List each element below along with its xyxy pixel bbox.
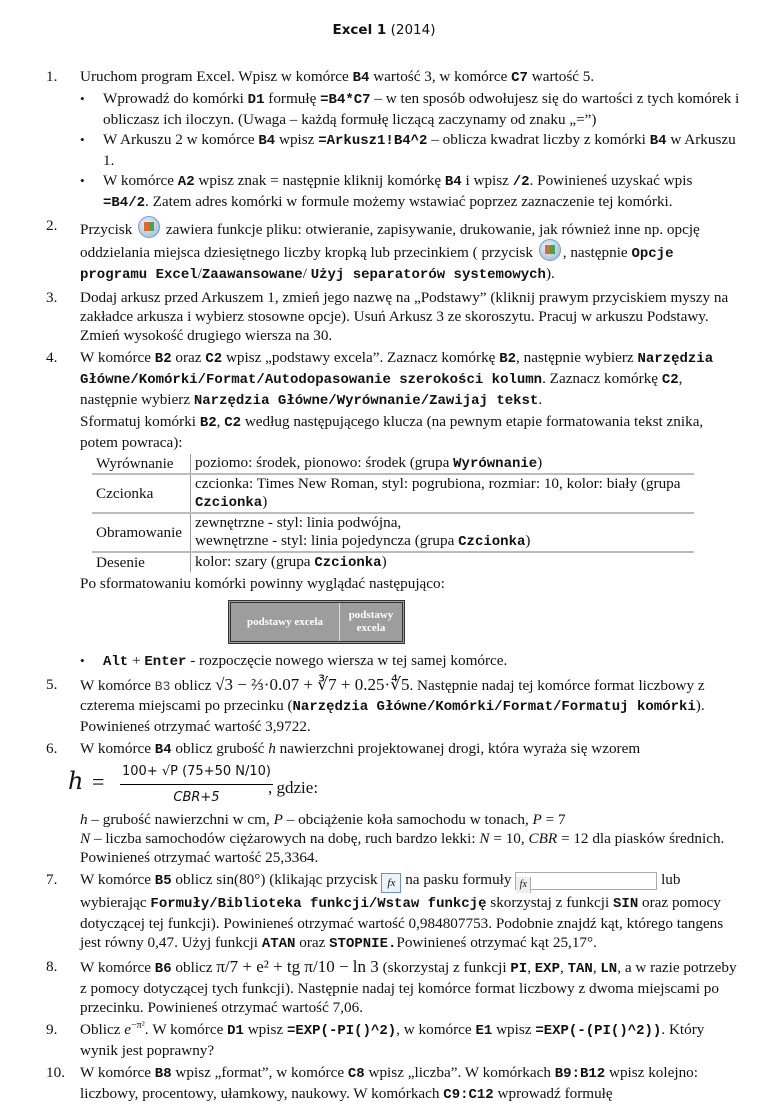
text-segment: oblicz sin(80°) (klikając przycisk	[171, 871, 382, 888]
item-number: 3.	[46, 289, 58, 306]
math-variable: P	[273, 811, 283, 828]
bullet: •	[80, 91, 85, 106]
table-row	[92, 474, 694, 513]
text-segment: . Zaznacz komórkę	[542, 370, 662, 387]
bullet-item	[0, 651, 740, 672]
format-key-table	[92, 454, 694, 572]
text-segment: Sformatuj komórki	[80, 413, 200, 430]
code-segment: B4	[352, 70, 370, 86]
insert-function-icon: fx	[381, 873, 401, 893]
code-segment: B9:B12	[554, 1066, 606, 1082]
formula-fraction	[120, 762, 273, 807]
text-segment: – w ten sposób odwołujesz się do wartości z tych komórek i obliczasz ich iloczyn. (Uwaga – każdą formułę liczącą zaczynamy od znaku „=”)	[103, 90, 740, 128]
text-segment: wpisz „podstawy excela”. Zaznacz komórkę	[222, 349, 500, 366]
code-segment: =B4*C7	[320, 92, 371, 108]
text-segment: )	[381, 553, 387, 570]
text-segment: wpisz „format”, w komórce	[171, 1064, 348, 1081]
text-segment: – oblicza kwadrat liczby z komórki	[427, 131, 650, 148]
text-segment: na pasku formuły	[401, 871, 516, 888]
code-segment: Narzędzia Główne/Komórki/Format/Formatuj komórki	[292, 699, 696, 715]
text-segment: według następującego klucza (na pewnym etapie formatowania tekst znika, potem powraca):	[80, 413, 704, 451]
code-segment: B4	[444, 174, 462, 190]
bullet-item	[0, 130, 740, 170]
office-button-icon	[138, 216, 160, 238]
text-segment: )	[262, 493, 268, 510]
numbered-item	[0, 348, 740, 411]
item-number: 7.	[46, 871, 58, 888]
road-thickness-formula	[0, 762, 740, 810]
row-value	[191, 454, 695, 474]
format-key	[0, 454, 740, 572]
text-segment: Uruchom program Excel. Wpisz w komórce	[80, 68, 353, 85]
code-segment: B4	[649, 133, 667, 149]
text-segment: W komórce	[80, 349, 155, 366]
text-segment: Wprowadź do komórki	[103, 90, 248, 107]
text-segment: , następnie	[562, 244, 632, 261]
numbered-item	[0, 216, 740, 285]
code-segment: LN	[600, 961, 618, 977]
bullet: •	[80, 173, 85, 188]
cell-b2: podstawy excela	[231, 603, 340, 641]
numbered-item	[0, 1063, 740, 1105]
text-segment: – grubość nawierzchni w cm,	[87, 811, 274, 828]
text-segment: Powinieneś otrzymać kąt 25,17°.	[396, 934, 597, 951]
text-segment: (skorzystaj z funkcji	[378, 959, 511, 976]
text-segment: W komórce	[80, 740, 155, 757]
text-segment: , następnie wybierz	[80, 370, 683, 408]
row-value	[191, 552, 695, 572]
superscript: −π²	[131, 1019, 145, 1031]
text-segment: - rozpoczęcie nowego wiersza w tej samej komórce.	[186, 652, 508, 669]
text-segment: = 10,	[489, 830, 529, 847]
math-variable: N	[479, 830, 490, 847]
formula-numerator: 100+ √P (75+50 N/10)	[120, 762, 273, 785]
text-segment: lub wybierając	[80, 871, 681, 911]
item-number: 9.	[46, 1021, 58, 1038]
code-segment: C2	[661, 372, 679, 388]
text-segment: = 12 dla piasków średnich. Powinieneś otrzymać wartość 25,3364.	[80, 830, 725, 866]
text-segment: W komórce	[80, 1064, 155, 1081]
text-segment: – obciążenie koła samochodu w tonach,	[282, 811, 533, 828]
code-segment: Narzędzia Główne/Komórki/Format/Autodopasowanie szerokości kolumn	[80, 351, 714, 388]
code-segment: Narzędzia Główne/Wyrównanie/Zawijaj tekst	[193, 393, 539, 409]
math-variable: N	[80, 830, 91, 847]
code-segment: D1	[247, 92, 265, 108]
text-segment: /	[197, 265, 202, 282]
text-segment: , następnie wybierz	[516, 349, 638, 366]
formula-tail: , gdzie:	[268, 778, 319, 797]
paragraph	[0, 810, 740, 867]
code-segment: Opcje programu Excel	[80, 246, 674, 283]
text-segment: wartość 3, w komórce	[369, 68, 512, 85]
text-segment: +	[128, 652, 145, 669]
code-segment: Czcionka	[458, 534, 526, 550]
text-segment: W komórce	[80, 959, 155, 976]
code-segment: Czcionka	[314, 555, 382, 571]
text-segment: ,	[216, 413, 225, 430]
text-segment: oraz	[295, 934, 330, 951]
math-variable: h	[268, 740, 276, 757]
text-segment: oblicz	[170, 677, 216, 694]
math-variable: P	[532, 811, 542, 828]
text-segment: Przycisk	[80, 221, 137, 238]
text-segment: ,	[527, 959, 535, 976]
text-segment: ). Powinieneś otrzymać wartość 3,9722.	[80, 697, 705, 735]
bullet: •	[80, 653, 85, 668]
text-segment: wpisz „liczba”. W komórkach	[364, 1064, 555, 1081]
text-segment: wpisz	[492, 1021, 536, 1038]
row-label: Czcionka	[92, 474, 191, 513]
numbered-item	[0, 67, 740, 88]
code-segment: Użyj separatorów systemowych	[310, 267, 546, 283]
code-segment: =B4/2	[103, 195, 146, 211]
numbered-item	[0, 675, 740, 736]
text-segment: /	[302, 265, 311, 282]
item-number: 2.	[46, 217, 58, 234]
text-segment: skorzystaj z funkcji	[486, 894, 614, 911]
text-segment: oraz pomocy dotyczącej tej funkcji). Powinieneś otrzymać wartość 0,984807753. Podobnie znajdź kąt, którego tangens jest równy 0,47. Użyj funkcji	[80, 894, 724, 951]
code-segment: Alt	[103, 654, 129, 670]
table-row	[92, 454, 694, 474]
text-segment: , a w razie potrzeby z pomocy dotyczącej tych funkcji). Następnie nadaj tej komórce format liczbowy z dwoma miejscami po przecinku. Powinieneś otrzymać wartość 7,06.	[80, 959, 737, 1016]
code-segment: B2	[199, 415, 217, 431]
code-segment: C2	[205, 351, 223, 367]
text-segment: . Następnie nadaj tej komórce format liczbowy z czterema miejscami po przecinku (	[80, 677, 705, 714]
code-segment: B6	[154, 961, 172, 977]
code-segment: EXP	[534, 961, 560, 977]
text-segment: wpisz	[243, 1021, 287, 1038]
math-expression: π/7 + e² + tg π/10 − ln 3	[216, 957, 379, 976]
code-segment: D1	[227, 1023, 244, 1039]
text-segment: Oblicz	[80, 1021, 125, 1038]
formula-denominator: CBR+5	[173, 790, 220, 805]
text-segment: – liczba samochodów ciężarowych na dobę, ruch bardzo lekki:	[90, 830, 480, 847]
formula-equals: =	[92, 769, 105, 794]
text-segment: ).	[545, 265, 555, 282]
text-segment: . Powinieneś uzyskać wpis	[529, 172, 693, 189]
text-segment: . Który wynik jest poprawny?	[80, 1021, 705, 1059]
code-segment: E1	[475, 1023, 493, 1039]
title-main: Excel 1	[332, 22, 387, 38]
code-segment: C7	[511, 70, 528, 86]
text-segment: ,	[560, 959, 568, 976]
office-button-icon	[539, 239, 561, 261]
text-segment: formułę	[264, 90, 321, 107]
code-segment: C2	[224, 415, 242, 431]
code-segment: B5	[154, 873, 172, 889]
item-number: 5.	[46, 676, 58, 693]
code-segment: Wyrównanie	[453, 456, 538, 472]
formula-h: h	[68, 767, 84, 795]
text-segment: i wpisz	[461, 172, 513, 189]
paragraph	[0, 574, 740, 593]
table-row	[92, 552, 694, 572]
code-segment: STOPNIE.	[329, 936, 397, 952]
item-number: 1.	[46, 68, 58, 85]
bullet-item	[0, 89, 740, 129]
code-segment: C9:C12	[443, 1087, 494, 1103]
item-number: 6.	[46, 740, 58, 757]
math-variable: e	[124, 1021, 132, 1038]
text-segment: oblicz grubość	[171, 740, 269, 757]
text-segment: zawiera funkcje pliku: otwieranie, zapisywanie, drukowanie, jak również inne np. opcję oddzielania miejsca dziesiętnego liczby kropką lub przecinkiem ( przycisk	[80, 221, 700, 261]
code-segment: TAN	[567, 961, 593, 977]
text-segment: wewnętrzne - styl: linia pojedyncza (grupa	[195, 532, 459, 549]
code-segment: B4	[154, 742, 172, 758]
text-segment: poziomo: środek, pionowo: środek (grupa	[195, 454, 454, 471]
code-segment: =EXP(-(PI()^2))	[535, 1023, 662, 1039]
row-value	[191, 474, 695, 513]
document-title	[0, 21, 768, 40]
row-label: Desenie	[92, 552, 191, 572]
formatted-cells-preview	[0, 594, 740, 650]
text-segment: w Arkuszu 1.	[103, 131, 736, 169]
code-segment: C8	[347, 1066, 365, 1082]
math-variable: CBR	[528, 830, 558, 847]
code-segment: A2	[177, 174, 195, 190]
document-body	[0, 64, 740, 1106]
code-segment: Zaawansowane	[201, 267, 303, 283]
numbered-item	[0, 739, 740, 760]
fx-icon: fx	[516, 877, 531, 893]
text-segment: . Zatem adres komórki w formule możemy wstawiać poprzez zaznaczenie tej komórki.	[145, 193, 673, 210]
code-segment: =Arkusz1!B4^2	[318, 133, 428, 149]
text-segment: wpisz	[275, 131, 319, 148]
row-label: Obramowanie	[92, 513, 191, 552]
cell-ref: B3	[154, 679, 171, 694]
text-segment: czcionka: Times New Roman, styl: pogrubiona, rozmiar: 10, kolor: biały (grupa	[195, 475, 681, 492]
cell-c2: podstawy excela	[348, 609, 394, 634]
text-segment: Dodaj arkusz przed Arkuszem 1, zmień jego nazwę na „Podstawy” (kliknij prawym przyciskiem myszy na zakładce arkusza i wybierz stosowne opcje). Usuń Arkusz 3 ze skoroszytu. Pracuj w arkuszu Podstawy. Zmień wysokość drugiego wiersza na 30.	[80, 289, 729, 344]
text-segment: wartość 5.	[527, 68, 595, 85]
text-segment: = 7	[541, 811, 566, 828]
numbered-item	[0, 957, 740, 1017]
code-segment: B2	[499, 351, 517, 367]
code-segment: B2	[154, 351, 172, 367]
text-segment: oraz	[171, 349, 206, 366]
numbered-item	[0, 1020, 740, 1060]
text-segment: wprowadź formułę	[493, 1085, 613, 1102]
numbered-item	[0, 288, 740, 345]
row-label: Wyrównanie	[92, 454, 191, 474]
code-segment: Czcionka	[195, 495, 263, 511]
code-segment: =EXP(-PI()^2)	[286, 1023, 397, 1039]
text-segment: . W komórce	[144, 1021, 228, 1038]
text-segment: Po sformatowaniu komórki powinny wyglądać następująco:	[80, 575, 445, 592]
text-segment: nawierzchni projektowanej drogi, która wyraża się wzorem	[275, 740, 641, 757]
code-segment: B4	[258, 133, 276, 149]
text-segment: W komórce	[80, 677, 155, 694]
code-segment: SIN	[613, 896, 639, 912]
cells-image	[228, 600, 405, 644]
text-segment: )	[525, 532, 531, 549]
item-number: 4.	[46, 349, 58, 366]
math-expression: √3 − ⅔·0.07 + ∛7 + 0.25·∜5	[215, 675, 410, 694]
text-segment: W komórce	[80, 871, 155, 888]
code-segment: B8	[154, 1066, 172, 1082]
bullet: •	[80, 132, 85, 147]
text-segment: zewnętrzne - styl: linia podwójna,	[195, 514, 402, 531]
text-segment: kolor: szary (grupa	[195, 553, 315, 570]
text-segment: oblicz	[171, 959, 217, 976]
paragraph	[0, 412, 740, 452]
numbered-item	[0, 870, 740, 954]
text-segment: .	[538, 391, 543, 408]
formula-bar-image	[515, 872, 657, 890]
code-segment: Enter	[144, 654, 187, 670]
item-number: 10.	[46, 1064, 65, 1081]
text-segment: , w komórce	[396, 1021, 476, 1038]
text-segment: W komórce	[103, 172, 178, 189]
title-year: (2014)	[390, 22, 436, 38]
bullet-item	[0, 171, 740, 213]
code-segment: ATAN	[261, 936, 296, 952]
text-segment: W Arkuszu 2 w komórce	[103, 131, 259, 148]
row-value	[191, 513, 695, 552]
code-segment: /2	[512, 174, 530, 190]
text-segment: )	[537, 454, 543, 471]
text-segment: wpisz kolejno: liczbowy, procentowy, ułamkowy, naukowy. W komórkach	[80, 1064, 698, 1102]
code-segment: PI	[510, 961, 528, 977]
code-segment: Formuły/Biblioteka funkcji/Wstaw funkcję	[150, 896, 487, 912]
item-number: 8.	[46, 958, 58, 975]
text-segment: ,	[592, 959, 601, 976]
math-variable: h	[80, 811, 88, 828]
table-row	[92, 513, 694, 552]
text-segment: wpisz znak = następnie kliknij komórkę	[194, 172, 445, 189]
